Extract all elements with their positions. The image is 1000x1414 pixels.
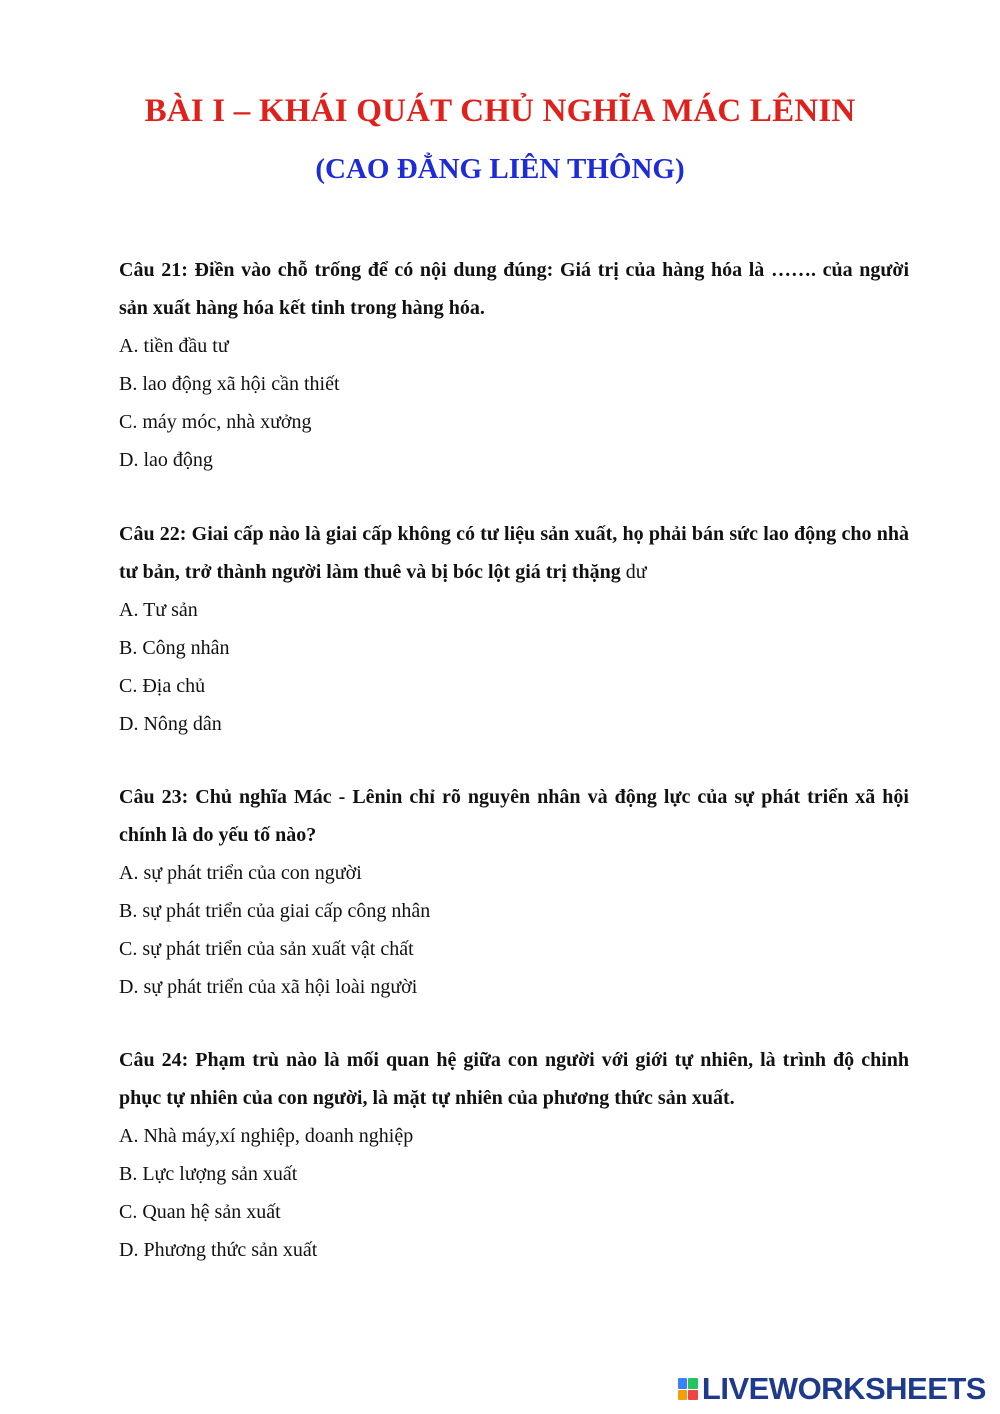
liveworksheets-logo-icon	[678, 1378, 698, 1400]
question-stem-tail: dư	[620, 561, 647, 583]
answer-option-d: D. Nông dân	[119, 713, 222, 735]
question-text	[119, 251, 909, 327]
answer-option-d: D. Phương thức sản xuất	[119, 1239, 318, 1261]
question-stem: Câu 22: Giai cấp nào là giai cấp không có tư liệu sản xuất, họ phải bán sức lao động cho nhà tư bản, trở thành người làm thuê và bị bóc lột giá trị thặng	[119, 523, 909, 583]
answer-option-c: C. máy móc, nhà xưởng	[119, 411, 312, 433]
question-text	[119, 515, 909, 591]
question-stem: Câu 23: Chủ nghĩa Mác - Lênin chỉ rõ nguyên nhân và động lực của sự phát triển xã hội chính là do yếu tố nào?	[119, 786, 909, 846]
question-text	[119, 778, 909, 854]
question-stem: Câu 24: Phạm trù nào là mối quan hệ giữa con người với giới tự nhiên, là trình độ chinh phục tự nhiên của con người, là mặt tự nhiên của phương thức sản xuất.	[119, 1049, 909, 1109]
answer-options	[119, 591, 909, 743]
question-stem: Câu 21: Điền vào chỗ trống để có nội dung đúng: Giá trị của hàng hóa là ……. của người sản xuất hàng hóa kết tinh trong hàng hóa.	[119, 259, 909, 319]
answer-options	[119, 1117, 909, 1269]
answer-option-b: B. Lực lượng sản xuất	[119, 1163, 298, 1185]
answer-option-d: D. lao động	[119, 449, 213, 471]
answer-option-a: A. Nhà máy,xí nghiệp, doanh nghiệp	[119, 1125, 414, 1147]
answer-option-b: B. lao động xã hội cần thiết	[119, 373, 340, 395]
page-subtitle: (CAO ĐẲNG LIÊN THÔNG)	[315, 153, 685, 185]
answer-option-b: B. Công nhân	[119, 637, 230, 659]
answer-options	[119, 854, 909, 1006]
answer-option-a: A. Tư sản	[119, 599, 198, 621]
answer-option-c: C. Địa chủ	[119, 675, 206, 697]
question-text	[119, 1041, 909, 1117]
answer-option-a: A. tiền đầu tư	[119, 335, 229, 357]
answer-options	[119, 327, 909, 479]
question-23	[119, 778, 909, 1006]
answer-option-a: A. sự phát triển của con người	[119, 862, 362, 884]
question-24	[119, 1041, 909, 1269]
liveworksheets-watermark	[678, 1372, 986, 1406]
question-22	[119, 515, 909, 743]
answer-option-c: C. Quan hệ sản xuất	[119, 1201, 281, 1223]
liveworksheets-wordmark: LIVEWORKSHEETS	[701, 1371, 986, 1406]
page-title: BÀI I – KHÁI QUÁT CHỦ NGHĨA MÁC LÊNIN	[144, 93, 856, 129]
answer-option-d: D. sự phát triển của xã hội loài người	[119, 976, 418, 998]
answer-option-b: B. sự phát triển của giai cấp công nhân	[119, 900, 431, 922]
answer-option-c: C. sự phát triển của sản xuất vật chất	[119, 938, 414, 960]
question-21	[119, 251, 909, 479]
